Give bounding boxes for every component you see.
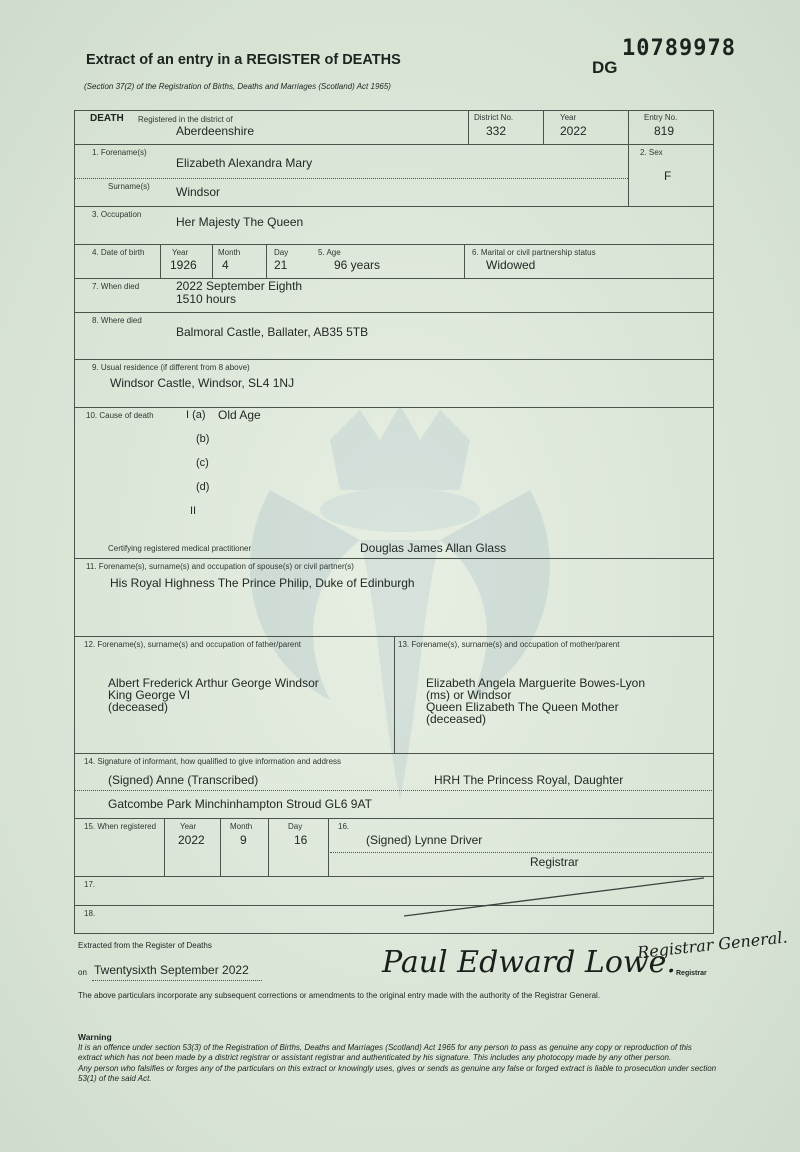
rule bbox=[164, 818, 165, 876]
reg-year-label: Year bbox=[180, 822, 197, 831]
rule bbox=[74, 312, 714, 313]
rule bbox=[628, 110, 629, 206]
rule bbox=[92, 980, 262, 981]
age-label: 5. Age bbox=[318, 248, 341, 257]
where-died-label: 8. Where died bbox=[92, 316, 142, 325]
marital-label: 6. Marital or civil partnership status bbox=[472, 248, 596, 257]
mother-line-3: Queen Elizabeth The Queen Mother bbox=[426, 700, 619, 714]
when-died-time: 1510 hours bbox=[176, 292, 237, 306]
marital-value: Widowed bbox=[486, 258, 536, 272]
rule bbox=[74, 244, 714, 245]
cause-ii-label: II bbox=[190, 505, 197, 517]
mother-line-1: Elizabeth Angela Marguerite Bowes-Lyon bbox=[426, 676, 646, 690]
reg-month-label: Month bbox=[230, 822, 253, 831]
rule bbox=[74, 144, 714, 145]
rule bbox=[160, 244, 161, 278]
dob-year-label: Year bbox=[172, 248, 189, 257]
rule bbox=[74, 753, 714, 754]
dob-day-label: Day bbox=[274, 248, 289, 257]
document-title: Extract of an entry in a REGISTER of DEATHS bbox=[86, 52, 401, 68]
extract-date: Twentysixth September 2022 bbox=[94, 963, 249, 977]
field-18-label: 18. bbox=[84, 909, 96, 918]
svg-text:Registrar General.: Registrar General. bbox=[636, 927, 789, 963]
practitioner-value: Douglas James Allan Glass bbox=[360, 541, 507, 555]
dob-year-value: 1926 bbox=[170, 258, 197, 272]
death-label: DEATH bbox=[90, 113, 124, 124]
rule bbox=[74, 359, 714, 360]
residence-label: 9. Usual residence (if different from 8 above) bbox=[92, 363, 250, 372]
rule bbox=[74, 407, 714, 408]
rule bbox=[464, 244, 465, 278]
cause-b-label: (b) bbox=[196, 433, 210, 445]
rule bbox=[74, 818, 714, 819]
surname-label: Surname(s) bbox=[108, 182, 150, 191]
rule bbox=[74, 278, 714, 279]
registrar-label: Registrar bbox=[530, 855, 579, 869]
informant-qualification: HRH The Princess Royal, Daughter bbox=[434, 773, 624, 787]
dob-month-label: Month bbox=[218, 248, 241, 257]
entry-no-label: Entry No. bbox=[644, 113, 678, 122]
district-value: Aberdeenshire bbox=[176, 124, 255, 138]
entry-no-value: 819 bbox=[654, 124, 675, 138]
cause-d-label: (d) bbox=[196, 481, 210, 493]
rule bbox=[74, 790, 714, 791]
father-line-3: (deceased) bbox=[108, 700, 169, 714]
informant-address: Gatcombe Park Minchinhampton Stroud GL6 9AT bbox=[108, 797, 372, 811]
extracted-label: Extracted from the Register of Deaths bbox=[78, 941, 212, 950]
registrar-field-label: 16. bbox=[338, 822, 350, 831]
where-died-value: Balmoral Castle, Ballater, AB35 5TB bbox=[176, 325, 369, 339]
reg-month-value: 9 bbox=[240, 833, 247, 847]
rule bbox=[268, 818, 269, 876]
rule bbox=[212, 244, 213, 278]
mother-line-4: (deceased) bbox=[426, 712, 487, 726]
warning-block bbox=[78, 1032, 718, 1085]
district-label: Registered in the district of bbox=[138, 115, 233, 124]
cause-c-label: (c) bbox=[196, 457, 209, 469]
occupation-value: Her Majesty The Queen bbox=[176, 215, 304, 229]
cause-a-value: Old Age bbox=[218, 408, 261, 422]
spouse-label: 11. Forename(s), surname(s) and occupation of spouse(s) or civil partner(s) bbox=[86, 562, 354, 571]
field-17-label: 17. bbox=[84, 880, 96, 889]
rule bbox=[328, 818, 329, 876]
year-label: Year bbox=[560, 113, 577, 122]
rule bbox=[74, 558, 714, 559]
when-died-label: 7. When died bbox=[92, 282, 140, 291]
cause-label: 10. Cause of death bbox=[86, 411, 154, 420]
mother-line-2: (ms) or Windsor bbox=[426, 688, 512, 702]
father-line-1: Albert Frederick Arthur George Windsor bbox=[108, 676, 319, 690]
age-value: 96 years bbox=[334, 258, 381, 272]
warning-text-2: Any person who falsifies or forges any of the particulars on this extract or knowingly uses, gives or sends as genuine any false or forged extract is liable to prosecution under section 53(1) of the said Act. bbox=[78, 1063, 717, 1083]
district-no-label: District No. bbox=[474, 113, 514, 122]
surname-value: Windsor bbox=[176, 185, 221, 199]
residence-value: Windsor Castle, Windsor, SL4 1NJ bbox=[110, 376, 295, 390]
signatory-role: Registrar bbox=[676, 970, 707, 977]
warning-text-1: It is an offence under section 53(3) of the Registration of Births, Deaths and Marriages (Scotland) Act 1965 for any person to pass as genuine any copy or reproduction of this extract which has not been made by a district registrar or assistant registrar and authenticated by his signature. This includes any photocopy made by any other person. bbox=[78, 1042, 692, 1062]
svg-text:Paul Edward Lowe.: Paul Edward Lowe. bbox=[382, 945, 676, 980]
rule bbox=[74, 178, 628, 179]
document-subtitle: (Section 37(2) of the Registration of Births, Deaths and Marriages (Scotland) Act 1965) bbox=[84, 82, 391, 91]
on-label: on bbox=[78, 968, 87, 977]
serial-number: 10789978 bbox=[622, 36, 736, 61]
cancel-diagonal bbox=[74, 876, 714, 934]
rule bbox=[468, 110, 469, 144]
when-registered-label: 15. When registered bbox=[84, 822, 157, 831]
sex-value: F bbox=[664, 169, 672, 183]
practitioner-label: Certifying registered medical practitioner bbox=[108, 544, 252, 553]
dob-month-value: 4 bbox=[222, 258, 229, 272]
registrar-signed: (Signed) Lynne Driver bbox=[366, 833, 483, 847]
warning-title: Warning bbox=[78, 1032, 112, 1042]
rule bbox=[220, 818, 221, 876]
rule bbox=[394, 636, 395, 753]
mother-label: 13. Forename(s), surname(s) and occupation of mother/parent bbox=[398, 640, 620, 649]
rule bbox=[543, 110, 544, 144]
district-no-value: 332 bbox=[486, 124, 507, 138]
reg-day-label: Day bbox=[288, 822, 303, 831]
spouse-value: His Royal Highness The Prince Philip, Duke of Edinburgh bbox=[110, 576, 415, 590]
dob-day-value: 21 bbox=[274, 258, 288, 272]
reg-year-value: 2022 bbox=[178, 833, 205, 847]
year-value: 2022 bbox=[560, 124, 587, 138]
reg-day-value: 16 bbox=[294, 833, 308, 847]
forenames-value: Elizabeth Alexandra Mary bbox=[176, 156, 313, 170]
when-died-date: 2022 September Eighth bbox=[176, 279, 303, 293]
dob-label: 4. Date of birth bbox=[92, 248, 145, 257]
rule bbox=[266, 244, 267, 278]
rule bbox=[74, 206, 714, 207]
cause-i-label: I (a) bbox=[186, 409, 206, 421]
registrar-general-signature bbox=[380, 932, 676, 984]
father-line-2: King George VI bbox=[108, 688, 191, 702]
sex-label: 2. Sex bbox=[640, 148, 663, 157]
forenames-label: 1. Forename(s) bbox=[92, 148, 147, 157]
series-code: DG bbox=[592, 58, 618, 77]
rule bbox=[330, 852, 714, 853]
occupation-label: 3. Occupation bbox=[92, 210, 142, 219]
informant-label: 14. Signature of informant, how qualified to give information and address bbox=[84, 757, 342, 766]
particulars-note: The above particulars incorporate any subsequent corrections or amendments to the original entry made with the authority of the Registrar General. bbox=[78, 991, 601, 1000]
informant-signed: (Signed) Anne (Transcribed) bbox=[108, 773, 259, 787]
father-label: 12. Forename(s), surname(s) and occupation of father/parent bbox=[84, 640, 301, 649]
